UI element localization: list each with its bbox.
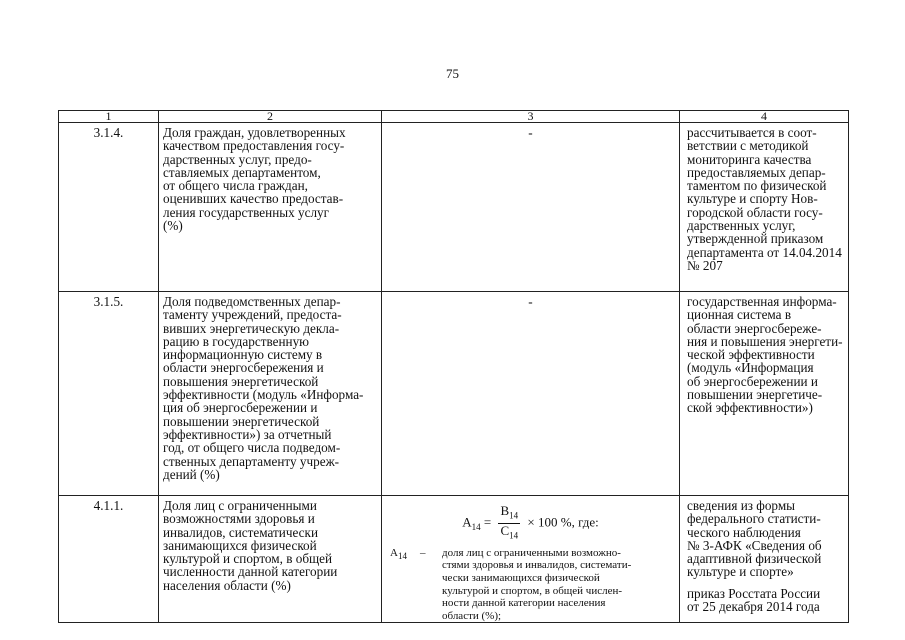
data-source: [680, 496, 849, 623]
calculation-method: -: [382, 123, 680, 292]
text-line: департамента от 14.04.2014: [687, 244, 842, 260]
text-line: ветствии с методикой: [687, 138, 809, 154]
text-line: Доля граждан, удовлетворенных: [163, 125, 346, 140]
definition-dash: –: [420, 546, 426, 559]
text-line: качеством предоставления госу-: [163, 138, 345, 154]
text-line: эффективности (модуль «Информа-: [163, 387, 364, 403]
calculation-formula: [382, 496, 680, 623]
text-line: культуре и спорту Нов-: [687, 191, 818, 207]
text-line: дений (%): [163, 466, 220, 482]
text-line: доля лиц с ограниченными возможно-: [442, 546, 621, 559]
header-cell: 2: [159, 111, 382, 123]
text-line: вивших энергетическую декла-: [163, 320, 340, 336]
formula-lhs: A: [462, 514, 472, 530]
formula-expression: [382, 496, 679, 543]
text-line: адаптивной физической: [687, 551, 822, 567]
text-line: год, от общего числа подведом-: [163, 440, 341, 456]
text-line: сведения из формы: [687, 498, 796, 513]
table-header-row: [59, 111, 849, 123]
table-row: [59, 292, 849, 496]
text-line: дарственных услуг,: [687, 218, 796, 234]
text-line: населения области (%): [163, 577, 291, 593]
text-line: ственных департаменту учреж-: [163, 453, 340, 469]
text-line: информационную систему в: [163, 347, 323, 363]
definition-symbol: [390, 547, 420, 623]
text-line: дарственных услуг, предо-: [163, 151, 312, 167]
text-line: чески занимающихся физической: [442, 571, 600, 584]
text-line: ности данной категории населения: [442, 597, 606, 610]
data-source: [680, 292, 849, 496]
calculation-method: -: [382, 292, 680, 496]
text-line: от общего числа граждан,: [163, 178, 308, 194]
indicator-table: [58, 110, 849, 623]
text-line: культурой и спортом, в общей числен-: [442, 584, 623, 597]
text-line: (%): [163, 218, 183, 234]
fraction-numerator: [498, 504, 520, 524]
text-line: повышения энергетической: [163, 373, 319, 389]
text-line: приказ Росстата России: [687, 585, 821, 601]
formula-rest: × 100 %, где:: [527, 514, 599, 530]
text-line: государственная информа-: [687, 294, 837, 309]
text-line: Доля подведомственных депар-: [163, 294, 341, 309]
text-line: предоставляемых депар-: [687, 164, 826, 180]
text-line: области энергосбережения и: [163, 360, 324, 376]
text-line: федерального статисти-: [687, 511, 821, 527]
fraction-denominator: [498, 524, 520, 543]
text-line: повышении энергетиче-: [687, 387, 823, 403]
text-line: области (%);: [442, 609, 502, 622]
text-line: мониторинга качества: [687, 151, 812, 167]
text-line: таменту учреждений, предоста-: [163, 307, 342, 323]
header-cell: 3: [382, 111, 680, 123]
text-line: ления государственных услуг: [163, 204, 330, 220]
text-line: повышении энергетической: [163, 413, 320, 429]
header-cell: 4: [680, 111, 849, 123]
formula-lhs-subscript: 14: [471, 521, 481, 532]
text-line: городской области госу-: [687, 204, 823, 220]
text-line: (модуль «Информация: [687, 360, 814, 376]
indicator-description: [159, 496, 382, 623]
page-number: 75: [446, 66, 459, 81]
text-line: ционная система в: [687, 307, 792, 323]
indicator-description: [159, 292, 382, 496]
numerator-subscript: 14: [509, 510, 519, 521]
text-line: Доля лиц с ограниченными: [163, 498, 317, 513]
text-line: об энергосбережении и: [687, 373, 818, 389]
text-line: от 25 декабря 2014 года: [687, 599, 820, 615]
indicator-number: 3.1.4.: [59, 123, 159, 292]
indicator-description: [159, 123, 382, 292]
text-line: ческого наблюдения: [687, 524, 801, 540]
text-line: культурой и спортом, в общей: [163, 551, 333, 567]
text-line: возможностями здоровья и: [163, 511, 315, 527]
formula-fraction: [498, 504, 520, 543]
numerator-symbol: B: [500, 503, 510, 518]
text-line: занимающихся физической: [163, 537, 317, 553]
text-line: ция об энергосбережении и: [163, 400, 318, 416]
definition-symbol-letter: A: [390, 546, 398, 559]
text-line: культуре и спорте»: [687, 564, 794, 580]
text-line: численности данной категории: [163, 564, 338, 580]
denominator-subscript: 14: [509, 530, 519, 541]
header-cell: 1: [59, 111, 159, 123]
indicator-number: 4.1.1.: [59, 496, 159, 623]
text-line: ставляемых департаментом,: [163, 164, 321, 180]
definition-text: [442, 547, 647, 623]
text-line: № 3-АФК «Сведения об: [687, 537, 822, 553]
text-line: ческой эффективности: [687, 347, 815, 363]
text-line: эффективности») за отчетный: [163, 426, 332, 442]
text-line: рассчитывается в соот-: [687, 125, 817, 140]
formula-equals: =: [483, 514, 492, 530]
text-line: оценивших качество предостав-: [163, 191, 344, 207]
table-row: [59, 123, 849, 292]
text-line: рацию в государственную: [163, 333, 310, 349]
data-source: [680, 123, 849, 292]
table-row: [59, 496, 849, 623]
text-line: ской эффективности»): [687, 400, 813, 416]
text-line: инвалидов, систематически: [163, 524, 318, 540]
text-line: № 207: [687, 257, 723, 273]
text-line: ния и повышения энергети-: [687, 333, 843, 349]
text-line: стями здоровья и инвалидов, системати-: [442, 559, 632, 572]
definition-symbol-subscript: 14: [397, 550, 407, 561]
text-line: утвержденной приказом: [687, 231, 824, 247]
text-line: таментом по физической: [687, 178, 827, 194]
denominator-symbol: C: [500, 522, 510, 538]
text-line: области энергосбереже-: [687, 320, 822, 336]
indicator-number: 3.1.5.: [59, 292, 159, 496]
formula-definition: [382, 547, 679, 623]
